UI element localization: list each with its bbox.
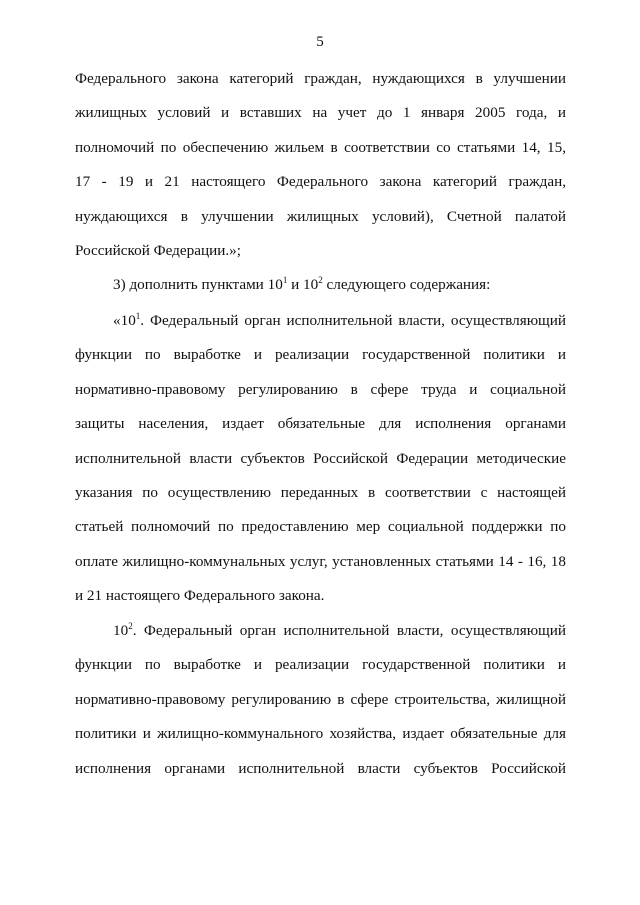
text-line: жилищных условий и вставших на учет до 1 января 2005 года, и <box>75 104 566 122</box>
text-line: исполнительной власти субъектов Российской Федерации методические <box>75 449 566 467</box>
text-line <box>75 268 566 302</box>
paragraph-10-1 <box>75 304 566 614</box>
text-line: указания по осуществлению переданных в соответствии с настоящей <box>75 483 566 501</box>
superscript: 1 <box>282 275 288 285</box>
text-line: статьей полномочий по предоставлению мер социальной поддержки по <box>75 518 566 536</box>
text-line: исполнения органами исполнительной власти субъектов Российской <box>75 759 566 777</box>
superscript: 2 <box>318 275 323 285</box>
paragraph-item-3 <box>75 268 566 302</box>
lead-rest: . Федеральный орган исполнительной власти, осуществляющий <box>140 312 566 329</box>
superscript: 1 <box>135 311 141 321</box>
text-line: функции по выработке и реализации государственной политики и <box>75 346 566 364</box>
text-line: политики и жилищно-коммунального хозяйства, издает обязательные для <box>75 725 566 743</box>
text-line <box>75 304 566 338</box>
paragraph-continuation <box>75 62 566 268</box>
page-number: 5 <box>316 34 324 50</box>
text-line <box>75 614 566 648</box>
lead-prefix: «10 <box>113 312 136 329</box>
text-line: и 21 настоящего Федерального закона. <box>75 587 325 605</box>
text-line: функции по выработке и реализации государственной политики и <box>75 656 566 674</box>
text-line: нормативно-правовому регулированию в сфере строительства, жилищной <box>75 690 566 708</box>
text-line: нуждающихся в улучшении жилищных условий), Счетной палатой <box>75 207 566 225</box>
text-line: Российской Федерации.»; <box>75 241 241 259</box>
lead-rest: . Федеральный орган исполнительной власти, осуществляющий <box>132 622 566 639</box>
lead-prefix: 10 <box>113 622 129 639</box>
text-line: нормативно-правовому регулированию в сфере труда и социальной <box>75 380 566 398</box>
text-line: полномочий по обеспечению жильем в соответствии со статьями 14, 15, <box>75 138 566 156</box>
superscript: 2 <box>128 621 133 631</box>
item3-before: 3) дополнить пунктами 10 <box>113 276 283 293</box>
paragraph-10-2 <box>75 614 566 786</box>
item3-middle: и 10 <box>287 276 319 293</box>
text-line: оплате жилищно-коммунальных услуг, установленных статьями 14 - 16, 18 <box>75 552 566 570</box>
text-line: 17 - 19 и 21 настоящего Федерального закона категорий граждан, <box>75 173 566 191</box>
item3-after: следующего содержания: <box>322 276 491 293</box>
text-line: защиты населения, издает обязательные для исполнения органами <box>75 415 566 433</box>
text-line: Федерального закона категорий граждан, нуждающихся в улучшении <box>75 70 566 87</box>
